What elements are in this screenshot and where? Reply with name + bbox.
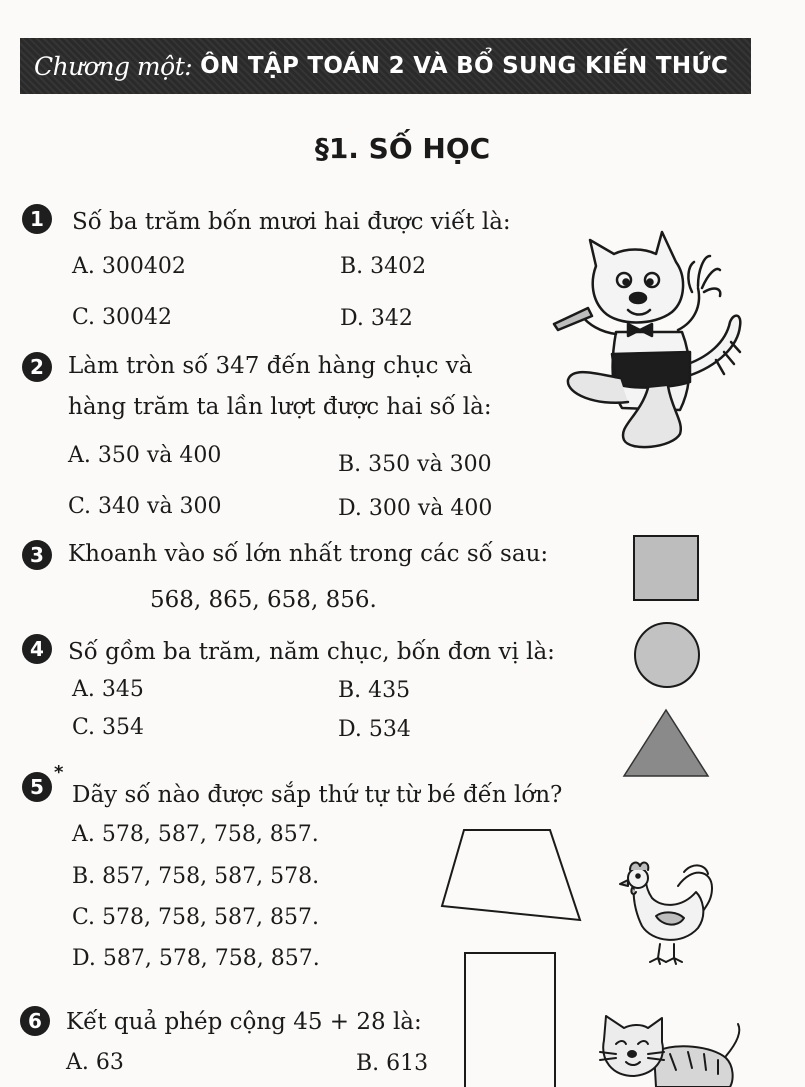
kitten-icon (596, 1010, 746, 1087)
question-2-text-line-2: hàng trăm ta lần lượt được hai số là: (68, 394, 492, 420)
q5-option-b: B. 857, 758, 587, 578. (72, 864, 320, 889)
section-title: §1. SỐ HỌC (314, 132, 491, 165)
chapter-label: Chương một: (34, 51, 193, 81)
q6-option-a: A. 63 (66, 1050, 124, 1075)
q1-option-c: C. 30042 (72, 305, 173, 330)
chapter-title: ÔN TẬP TOÁN 2 VÀ BỔ SUNG KIẾN THỨC (200, 53, 729, 79)
rooster-icon (612, 858, 722, 968)
q4-option-d: D. 534 (338, 717, 411, 742)
question-5-star: * (54, 762, 64, 783)
q5-option-a: A. 578, 587, 758, 857. (72, 822, 319, 847)
q2-option-c: C. 340 và 300 (68, 494, 222, 519)
question-2-text-line-1: Làm tròn số 347 đến hàng chục và (68, 353, 473, 379)
question-number-3: 3 (22, 540, 52, 570)
rectangle-icon (462, 950, 558, 1087)
trapezoid-icon (440, 826, 584, 924)
question-3-text: Khoanh vào số lớn nhất trong các số sau: (68, 541, 549, 567)
q4-option-c: C. 354 (72, 715, 145, 740)
question-number-4: 4 (22, 634, 52, 664)
q6-option-b: B. 613 (356, 1051, 429, 1076)
q1-option-d: D. 342 (340, 306, 413, 331)
cartoon-cat-icon (548, 226, 748, 458)
circle-icon (632, 620, 702, 690)
question-number-5: 5 (22, 772, 52, 802)
question-3-numbers: 568, 865, 658, 856. (150, 587, 377, 613)
triangle-icon (622, 708, 710, 778)
question-4-text: Số gồm ba trăm, năm chục, bốn đơn vị là: (68, 639, 555, 665)
q2-option-a: A. 350 và 400 (68, 443, 222, 468)
question-number-1: 1 (22, 204, 52, 234)
q1-option-b: B. 3402 (340, 254, 427, 279)
question-6-text: Kết quả phép cộng 45 + 28 là: (66, 1009, 422, 1035)
square-icon (632, 534, 700, 602)
q2-option-d: D. 300 và 400 (338, 496, 493, 521)
q4-option-a: A. 345 (72, 677, 144, 702)
q2-option-b: B. 350 và 300 (338, 452, 492, 477)
question-1-text: Số ba trăm bốn mươi hai được viết là: (72, 209, 511, 235)
chapter-banner (20, 38, 751, 94)
question-5-text: Dãy số nào được sắp thứ tự từ bé đến lớn? (72, 782, 563, 808)
q5-option-d: D. 587, 578, 758, 857. (72, 946, 320, 971)
q5-option-c: C. 578, 758, 587, 857. (72, 905, 319, 930)
q1-option-a: A. 300402 (72, 254, 186, 279)
q4-option-b: B. 435 (338, 678, 411, 703)
question-number-6: 6 (20, 1006, 50, 1036)
question-number-2: 2 (22, 352, 52, 382)
